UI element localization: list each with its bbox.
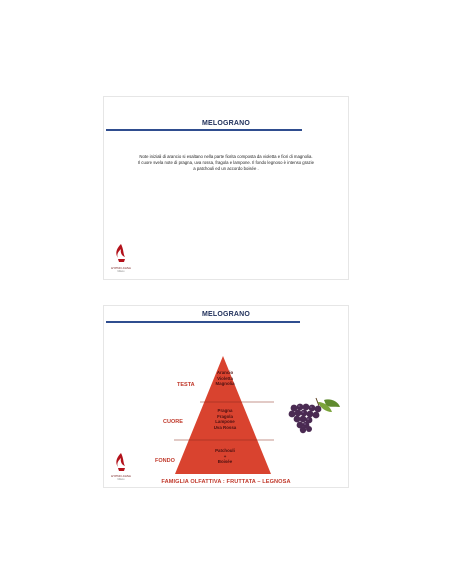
- level-label-cuore: CUORE: [163, 419, 183, 425]
- slide-1-title: MELOGRANO: [201, 120, 251, 127]
- level-label-testa: TESTA: [177, 382, 195, 388]
- note-text: Patchouli + Boisée: [215, 448, 235, 465]
- description-line: Il cuore svela note di pragna, uva rossa, fragola e lampone. Il fondo legnoso è intenso grazie: [137, 160, 315, 165]
- note-text: Pragna Fragola Lampone Uva Rossa: [213, 408, 237, 430]
- slide-2: [103, 305, 349, 488]
- slide-2-title: MELOGRANO: [201, 311, 251, 318]
- description-line: Note iniziali di arancio si esaltano nella parte fiorita composta da violetta e fiori di magnolia.: [139, 154, 313, 159]
- notes-testa: [200, 370, 250, 387]
- notes-cuore: [200, 408, 250, 430]
- logo-subtext: Milano: [117, 478, 125, 481]
- notes-fondo: [200, 448, 250, 465]
- logo-subtext: Milano: [117, 270, 125, 273]
- level-label-fondo: FONDO: [155, 458, 175, 464]
- slide-1: [103, 96, 349, 280]
- note-text: Arancio Violetta Magnolia: [215, 370, 235, 387]
- title-underline: [106, 129, 302, 131]
- brand-logo-icon: [113, 243, 129, 263]
- description-line: a patchouli ed un accordo boisée .: [193, 166, 259, 171]
- brand-logo-icon: [113, 452, 129, 472]
- grapes-icon: [286, 396, 342, 438]
- logo-text: HYPNO-CASA: [111, 266, 131, 270]
- slide-1-description: [112, 154, 340, 172]
- olfactory-family: FAMIGLIA OLFATTIVA : FRUTTATA – LEGNOSA: [161, 479, 291, 485]
- logo-text: HYPNO-CASA: [111, 474, 131, 478]
